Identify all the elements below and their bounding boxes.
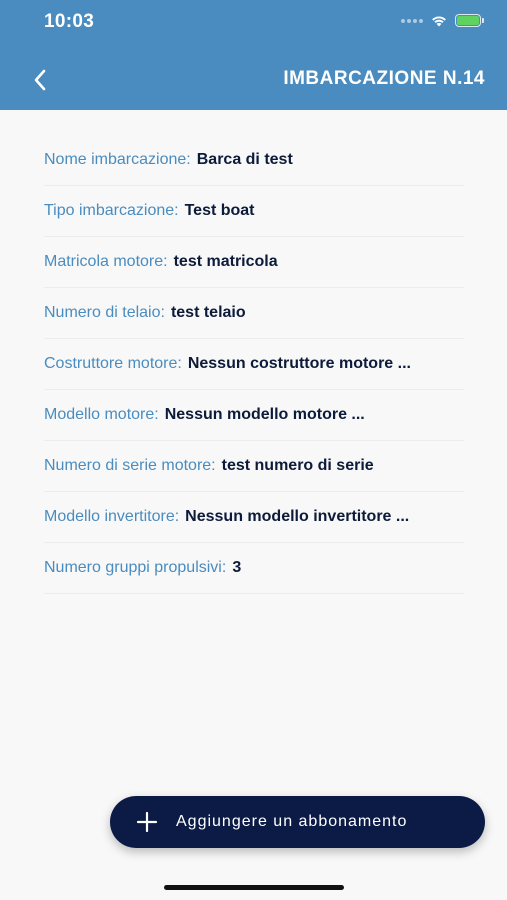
detail-value: 3 [232,559,242,576]
add-subscription-button[interactable] [110,796,485,848]
detail-label: Modello invertitore: [44,508,180,525]
wifi-icon [430,14,448,27]
detail-label: Numero di serie motore: [44,457,216,474]
app-header [0,0,507,110]
detail-row-engine-manufacturer [44,339,464,390]
detail-value: test telaio [170,304,246,321]
boat-details-list [44,135,464,594]
detail-row-propulsion-groups [44,543,464,594]
detail-row-hull-number [44,288,464,339]
plus-icon [136,811,158,833]
detail-label: Numero gruppi propulsivi: [44,559,227,576]
battery-icon [455,14,481,27]
detail-row-engine-serial [44,237,464,288]
detail-label: Nome imbarcazione: [44,151,191,168]
detail-value: Nessun modello motore ... [164,406,365,423]
detail-row-engine-serial-number [44,441,464,492]
cellular-signal-icon [401,19,423,23]
page-title: IMBARCAZIONE N.14 [283,68,485,89]
detail-value: Barca di test [196,151,293,168]
detail-value: Nessun costruttore motore ... [187,355,411,372]
detail-value: Nessun modello invertitore ... [185,508,410,525]
add-subscription-label: Aggiungere un abbonamento [176,813,408,830]
detail-label: Matricola motore: [44,253,168,270]
detail-row-inverter-model [44,492,464,543]
detail-value: test matricola [173,253,278,270]
detail-value: Test boat [184,202,255,219]
detail-value: test numero di serie [221,457,374,474]
detail-label: Modello motore: [44,406,159,423]
home-indicator [164,885,344,890]
chevron-left-icon [33,69,47,91]
detail-label: Tipo imbarcazione: [44,202,179,219]
back-button[interactable] [28,66,52,94]
detail-row-engine-model [44,390,464,441]
detail-row-boat-name [44,135,464,186]
status-time: 10:03 [44,11,95,32]
status-icons [401,14,481,27]
detail-label: Numero di telaio: [44,304,165,321]
detail-label: Costruttore motore: [44,355,182,372]
detail-row-boat-type [44,186,464,237]
